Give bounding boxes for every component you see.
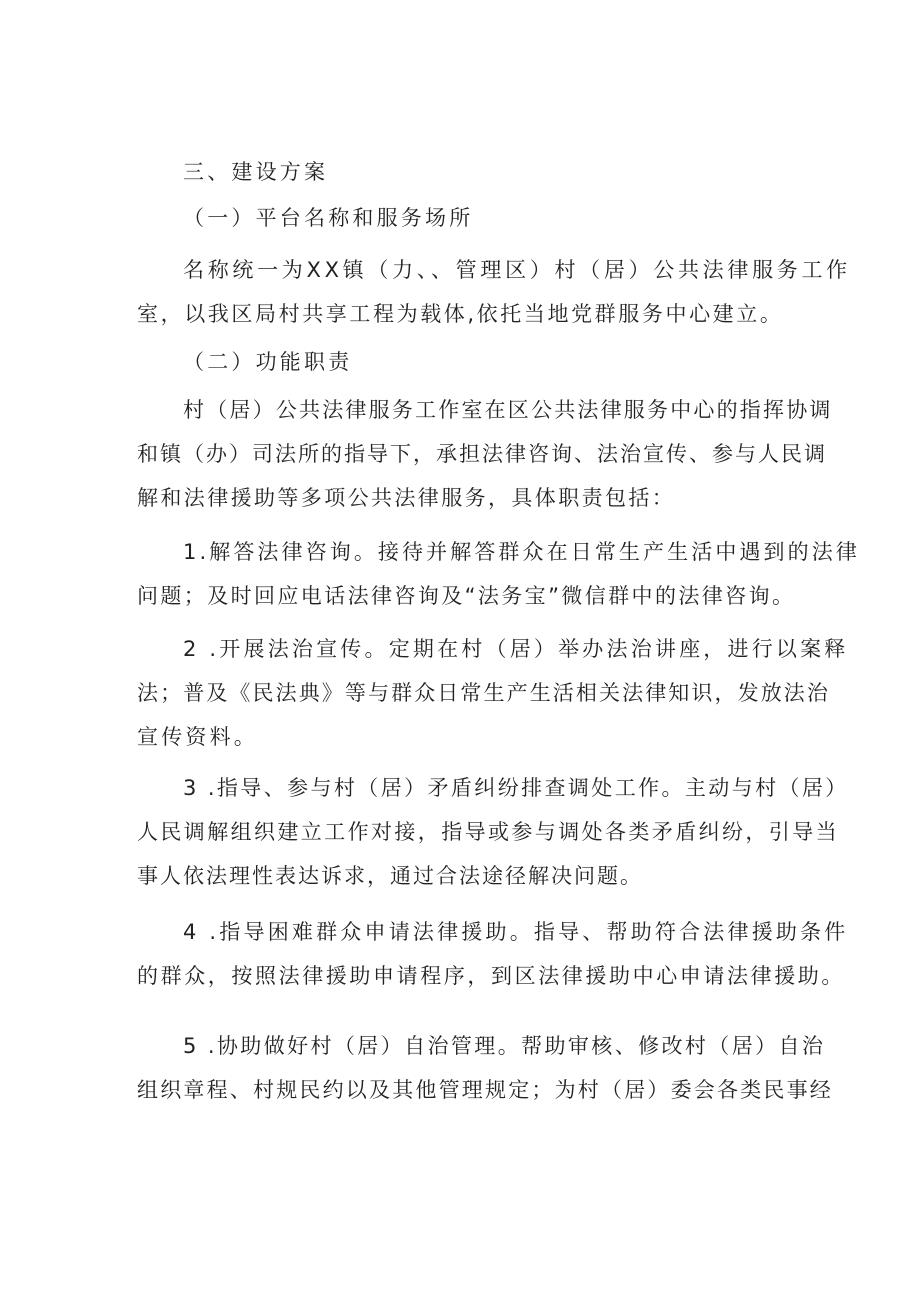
list-item-3 (137, 766, 849, 898)
line: 三、建设方案 (183, 160, 329, 184)
line: 事人依法理性表达诉求，通过合法途径解决问题。 (137, 864, 643, 888)
line: 解和法律援助等多项公共法律服务，具体职责包括： (137, 486, 676, 510)
line: 4 .指导困难群众申请法律援助。指导、帮助符合法律援助条件 (183, 920, 849, 944)
section-heading (183, 150, 328, 194)
paragraph-2 (137, 388, 833, 520)
line: 室，以我区局村共享工程为载体,依托当地党群服务中心建立。 (137, 302, 784, 326)
line: 2 .开展法治宣传。定期在村（居）举办法治讲座，进行以案释 (183, 637, 849, 661)
line: （二）功能职责 (183, 350, 353, 374)
list-item-1 (137, 530, 860, 618)
line: 问题；及时回应电话法律咨询及“法务宝”微信群中的法律咨询。 (137, 584, 796, 608)
line: 的群众，按照法律援助申请程序，到区法律援助中心申请法律援助。 (137, 964, 845, 988)
subsection-heading-1 (183, 196, 473, 240)
paragraph-1 (137, 248, 851, 336)
line: 组织章程、村规民约以及其他管理规定；为村（居）委会各类民事经 (137, 1078, 833, 1102)
list-item-5 (137, 1024, 833, 1112)
list-item-2 (137, 627, 849, 759)
line: 名称统一为XX镇（力、、管理区）村（居）公共法律服务工作 (183, 258, 851, 282)
line: 村（居）公共法律服务工作室在区公共法律服务中心的指挥协调 (183, 398, 833, 422)
line: 法；普及《民法典》等与群众日常生产生活相关法律知识，发放法治 (137, 681, 830, 705)
line: 和镇（办）司法所的指导下，承担法律咨询、法治宣传、参与人民调 (137, 442, 827, 466)
line: 人民调解组织建立工作对接，指导或参与调处各类矛盾纠纷，引导当 (137, 820, 839, 844)
line: 3 .指导、参与村（居）矛盾纠纷排查调处工作。主动与村（居） (183, 776, 849, 800)
line: 1.解答法律咨询。接待并解答群众在日常生产生活中遇到的法律 (183, 540, 860, 564)
line: 宣传资料。 (137, 725, 258, 749)
list-item-4 (137, 910, 849, 998)
subsection-heading-2 (183, 340, 352, 384)
line: 5 .协助做好村（居）自治管理。帮助审核、修改村（居）自治 (183, 1034, 826, 1058)
line: （一）平台名称和服务场所 (183, 206, 474, 230)
